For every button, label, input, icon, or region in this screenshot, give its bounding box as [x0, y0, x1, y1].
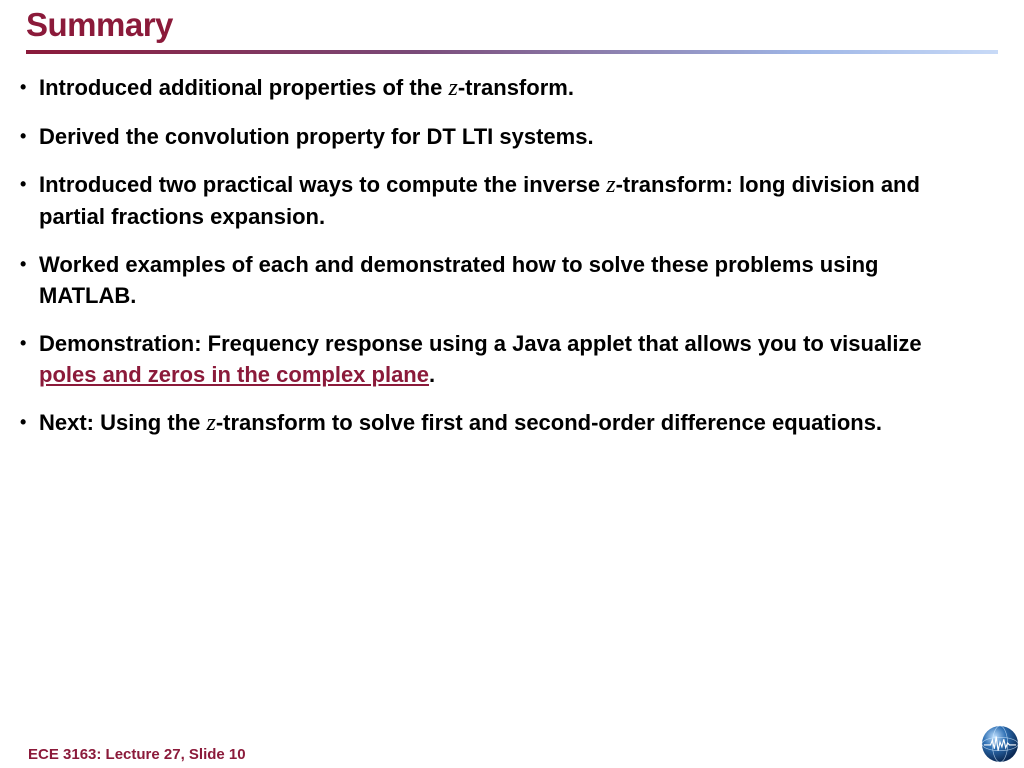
bullet-text: Demonstration: Frequency response using a Java applet that allows you to visualize: [39, 331, 922, 356]
bullet-text: -transform to solve first and second-order difference equations.: [215, 410, 883, 435]
bullet-marker: •: [20, 126, 27, 146]
bullet-text: Next: Using the: [39, 410, 207, 435]
bullet-item: [20, 72, 980, 104]
bullet-item: [20, 249, 980, 311]
bullet-item: [20, 169, 980, 232]
z-variable: z: [448, 75, 458, 101]
bullet-item: [20, 328, 980, 390]
slide-footer: ECE 3163: Lecture 27, Slide 10: [28, 746, 246, 763]
bullet-text: Worked examples of each and demonstrated how to solve these problems using MATLAB.: [39, 252, 879, 308]
bullet-text: .: [428, 362, 436, 387]
z-variable: z: [606, 172, 616, 198]
bullet-list: [20, 72, 980, 456]
bullet-marker: •: [20, 77, 27, 97]
bullet-marker: •: [20, 254, 27, 274]
bullet-text: Introduced two practical ways to compute the inverse: [39, 172, 607, 197]
bullet-text: Introduced additional properties of the: [39, 75, 449, 100]
bullet-item: [20, 407, 980, 439]
bullet-text: -transform.: [457, 75, 574, 100]
slide-title: Summary: [26, 6, 173, 43]
bullet-marker: •: [20, 333, 27, 353]
poles-zeros-link[interactable]: poles and zeros in the complex plane: [39, 362, 429, 387]
title-underline: [26, 50, 998, 54]
globe-icon: [981, 725, 1019, 763]
bullet-marker: •: [20, 412, 27, 432]
bullet-text: -transform: long division and partial fractions expansion.: [39, 172, 920, 229]
bullet-marker: •: [20, 174, 27, 194]
z-variable: z: [206, 410, 216, 436]
bullet-text: Derived the convolution property for DT LTI systems.: [39, 124, 594, 149]
bullet-item: [20, 121, 980, 152]
